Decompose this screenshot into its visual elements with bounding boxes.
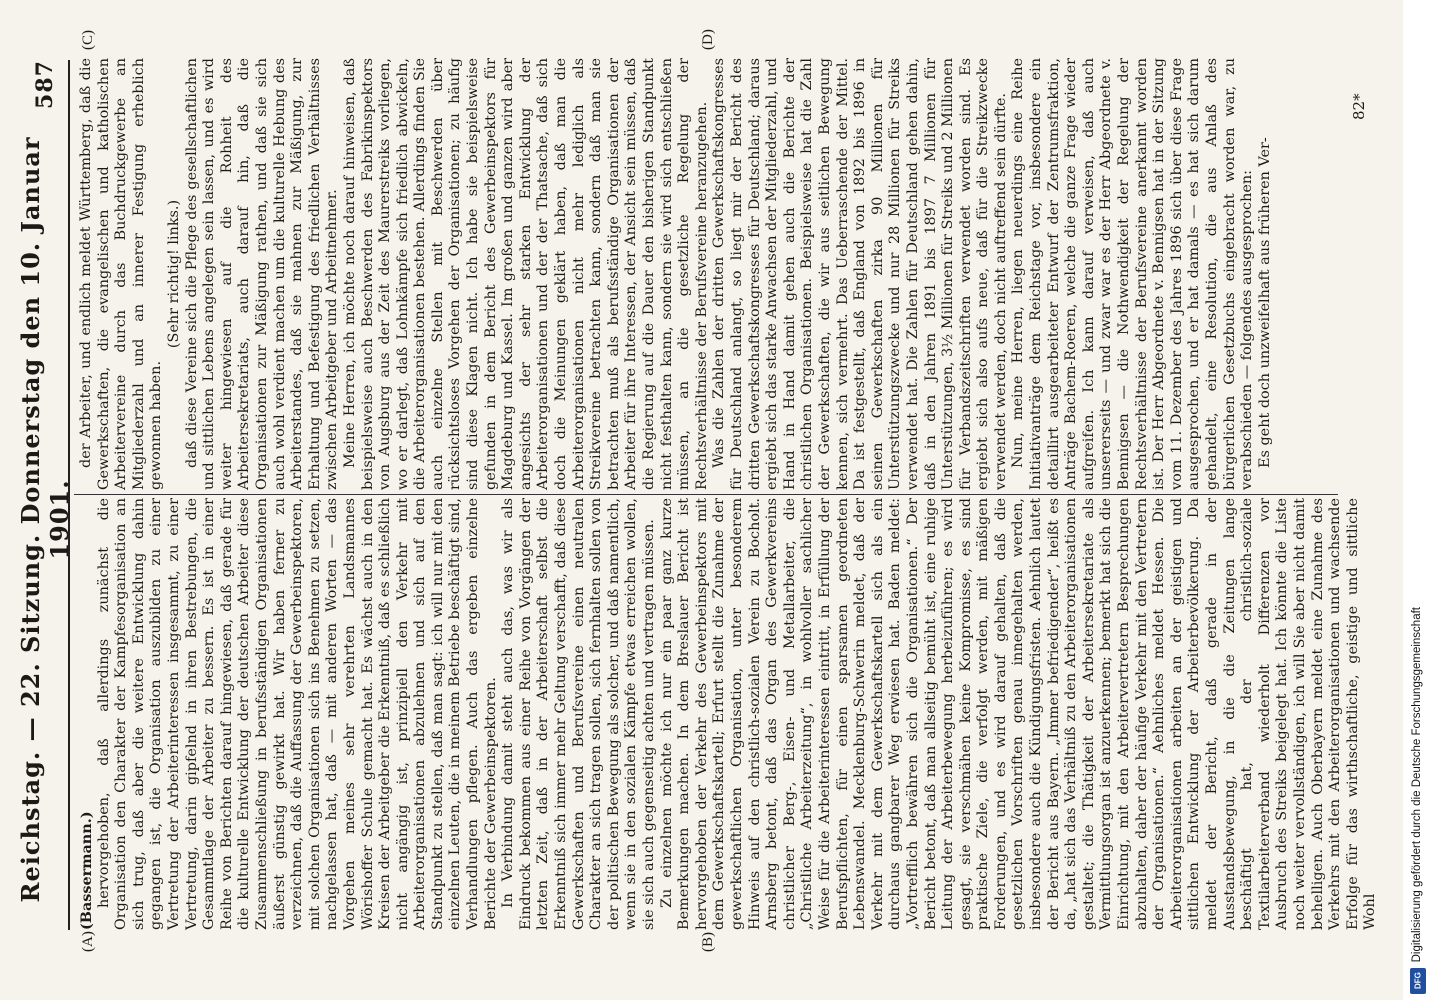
left-paragraph-1: hervorgehoben, daß allerdings zunächst die Organisation den Charakter der Kampfesorganisation an sich trug, daß aber die weitere Entwicklung dahin gegangen ist, die Organisation auszubilden zu einer Vertretung der Arbeiterinteressen insgesammt, zu einer Vertretung, darin gipfelnd in ihren Bestrebungen, die Gesammtlage der Arbeiter zu bessern. Es ist in einer Reihe von Berichten darauf hingewiesen, daß gerade für die kulturelle Entwicklung der deutschen Arbeiter diese Zusammenschließung in berufsständigen Organisationen äußerst günstig gewirkt hat. Wir haben ferner zu verzeichnen, daß die Auffassung der Gewerbeinspektoren, mit solchen Organisationen sich ins Benehmen zu setzen, nachgelassen hat, daß — mit anderen Worten — das Vorgehen meines sehr verehrten Landsmannes Wörishoffer Schule gemacht hat. Es wächst auch in den Kreisen der Arbeitgeber die Erkenntniß, daß es schließlich nicht angängig ist, prinzipiell den Verkehr mit Arbeiterorganisationen abzulehnen und sich auf den Standpunkt zu stellen, daß man sagt: ich will nur mit den einzelnen Leuten, die in meinem Betriebe beschäftigt sind, Verhandlungen pflegen. Auch das ergeben einzelne Berichte der Gewerbeinspektoren.	[95, 498, 499, 930]
interjection: (Sehr richtig! links.)	[165, 199, 182, 349]
column-divider	[74, 494, 1338, 495]
header-rule	[68, 60, 70, 930]
page-number: 587	[32, 60, 58, 109]
digitization-sidebar	[1403, 0, 1434, 1000]
left-paragraph-3: Zu einzelnen möchte ich nur ein paar ganz kurze Bemerkungen machen. In dem Breslauer Bericht ist hervorgehoben der Verkehr des Gewerbeinspektors mit dem Gewerkschaftskartell; Erfurt stellt die Zunahme der gewerkschaftlichen Organisation, unter besonderem Hinweis auf den christlich-sozialen Verein zu Bocholt. Arnsberg betont, daß das Organ des Gewerkvereins christlicher Berg-, Eisen- und Metallarbeiter, die „Christliche Arbeiterzeitung“, in wohlvoller sachlicher Weise für die Arbeiterinteressen eintritt, in Erfüllung der Berufspflichten, für einen sparsamen geordneten Lebenswandel. Mecklenburg-Schwerin meldet, daß der Verkehr mit dem Gewerkschaftskartell sich als ein durchaus gangbarer Weg erwiesen hat. Baden meldet: „Vortrefflich bewähren sich die Organisationen.“ Der Bericht betont, daß man allseitig bemüht ist, eine ruhige Leitung der Arbeiterbewegung herbeizuführen; es wird gesagt, sie verschmähen keine Kompromisse, es sind praktische Ziele, die verfolgt werden, mit mäßigen Forderungen, und es wird darauf gehalten, daß die gesetzlichen Vorschriften genau innegehalten werden, insbesondere auch die Kündigungsfristen. Aehnlich lautet der Bericht aus Bayern. „Immer befriedigender“, heißt es da, „hat sich das Verhältniß zu den Arbeiterorganisationen gestaltet; die Thätigkeit der Arbeitersekretariate als Vermittlungsorgan ist anzuerkennen; bemerkt hat sich die Einrichtung, mit den Arbeitervertretern Besprechungen abzuhalten, daher der häufige Verkehr mit den Vertretern der Organisationen.“ Aehnliches meldet Hessen. Die Arbeiterorganisationen arbeiten an der geistigen und sittlichen Entwicklung der Arbeiterbevölkerung. Da meldet der Bericht, daß gerade in der Ausstandsbewegung, in die die Zeitungen lange beschäftigt hat, der christlich-soziale Textilarbeiterverband wiederholt Differenzen vor Ausbruch des Streiks beigelegt hat. Ich könnte die Liste noch weiter vervollständigen, ich will Sie aber nicht damit behelligen. Auch Oberbayern meldet eine Zunahme des Verkehrs mit den Arbeiterorganisationen und wachsende Erfolge für das wirthschaftliche, geistige und sittliche Wohl	[658, 498, 1379, 930]
right-paragraph-1: der Arbeiter, und endlich meldet Württemberg, daß die Gewerkschaften, die evangelischen und katholischen Arbeitervereine durch das Buchdruckgewerbe an Mitgliederzahl und an innerer Festigung erheblich gewonnen haben.	[78, 58, 165, 490]
speaker-name: (Bassermann.)	[78, 811, 95, 930]
left-column	[78, 498, 1379, 930]
right-paragraph-6: Es geht doch unzweifelhaft aus früheren Ver-	[1256, 137, 1273, 468]
right-paragraph-4: Was die Zahlen der dritten Gewerkschaftskongresses für Deutschland anlangt, so liegt mir der Bericht des dritten Gewerkschaftskongresses für Deutschland; daraus ergiebt sich das starke Anwachsen der Mitgliederzahl, und Hand in Hand damit gehen auch die Berichte der christlichen Organisationen. Beispielsweise hat die Zahl der Gewerkschaften, die wir aus seitlichen Bewegung kennen, sich vermehrt. Das Ueberraschende der Mittel. Da ist festgestellt, daß England von 1892 bis 1896 in seinen Gewerkschaften zirka 90 Millionen für Unterstützungszwecke und nur 28 Millionen für Streiks verwendet hat. Die Zahlen für Deutschland gehen dahin, daß in den Jahren 1891 bis 1897 7 Millionen für Unterstützungen, 3½ Millionen für Streiks und 2 Millionen für Verbandszeitschriften verwendet worden sind. Es ergiebt sich also aufs neue, daß für die Streikzwecke verwendet werden, doch nicht auftreffend sein dürfte.	[711, 58, 1009, 490]
right-column	[78, 58, 1338, 490]
sheet-signature: 82*	[1350, 93, 1368, 120]
right-paragraph-3: Meine Herren, ich möchte noch darauf hinweisen, daß beispielsweise auch Beschwerden des Fabrikinspektors von Augsburg aus der Zeit des Maurerstreiks vorliegen, wo er darlegt, daß Lohnkämpfe sich friedlich abwickeln, die Arbeiterorganisationen bestehen. Allerdings finden Sie auch einzelne Stellen mit Beschwerden über rücksichtsloses Vorgehen der Organisationen; zu häufig sind diese Klagen nicht. Ich habe sie beispielsweise gefunden in dem Bericht des Gewerbeinspektors für Magdeburg und Kassel. Im großen und ganzen wird aber angesichts der sehr starken Entwicklung der Arbeiterorganisationen und der der Thatsache, daß sich doch die Meinungen geklärt haben, daß man die Arbeiterorganisationen nicht mehr lediglich als Streikvereine betrachten kann, sondern daß man sie betrachten muß als berufsständige Organisationen der Arbeiter für ihre Interessen, der Ansicht sein müssen, daß die Regierung auf die Dauer den bisherigen Standpunkt nicht festhalten kann, sondern sie wird sich entschließen müssen, an die gesetzliche Regelung der Rechtsverhältnisse der Berufsvereine heranzugehen.	[341, 58, 710, 490]
dfg-logo-icon: DFG	[1410, 968, 1426, 994]
page-title: Reichstag. — 22. Sitzung. Donnerstag den 10. Januar 1901.	[16, 136, 74, 903]
funding-note: Digitalisierung gefördert durch die Deutsche Forschungsgemeinschaft	[1411, 606, 1423, 962]
margin-marker-a: (A)	[80, 931, 96, 952]
margin-marker-b: (B)	[700, 932, 716, 952]
right-paragraph-5: Nun, meine Herren, liegen neuerdings eine Reihe Initiativanträge dem Reichstage vor, insbesondere ein detaillirt ausgearbeiteter Entwurf der Zentrumsfraktion, Anträge Bachem-Roeren, welche die ganze Frage wieder aufgreifen. Ich kann darauf verweisen, daß auch unsererseits — und zwar war es der Herr Abgeordnete v. Bennigsen — die Nothwendigkeit der Regelung der Rechtsverhältnisse der Berufsvereine anerkannt worden ist. Der Herr Abgeordnete v. Bennigsen hat in der Sitzung vom 11. Dezember des Jahres 1896 sich über diese Frage ausgesprochen, und er hat damals — es hat sich darum gehandelt, eine Resolution, die aus Anlaß des bürgerlichen Gesetzbuchs eingebracht worden war, zu verabschieden — folgendes ausgesprochen:	[1010, 58, 1256, 490]
page-header	[16, 60, 74, 930]
right-paragraph-2: daß diese Vereine sich die Pflege des gesellschaftlichen und sittlichen Lebens angelegen sein lassen, und es wird weiter hingewiesen auf die Rohheit des Arbeitersekretariats, auch darauf hin, daß die Organisationen zur Mäßigung rathen, und daß sie sich auch wohl verdient machen um die kulturelle Hebung des Arbeiterstandes, daß sie mahnen zur Mäßigung, zur Erhaltung und Befestigung des friedlichen Verhältnisses zwischen Arbeitgeber und Arbeitnehmer.	[183, 58, 341, 490]
left-paragraph-2: In Verbindung damit steht auch das, was wir als Eindruck bekommen aus einer Reihe von Vorgängen der letzten Zeit, daß in der Arbeiterschaft selbst die Erkenntniß sich immer mehr Geltung verschafft, daß diese Gewerkschaften und Berufsvereine einen neutralen Charakter an sich tragen sollen, sich fernhalten sollen von der politischen Bewegung als solcher, und daß namentlich, wenn sie in den sozialen Kämpfe etwas erreichen wollen, sie sich auch gegenseitig achten und vertragen müssen.	[500, 498, 657, 930]
margin-marker-d: (D)	[700, 29, 716, 50]
margin-marker-c: (C)	[80, 30, 96, 50]
